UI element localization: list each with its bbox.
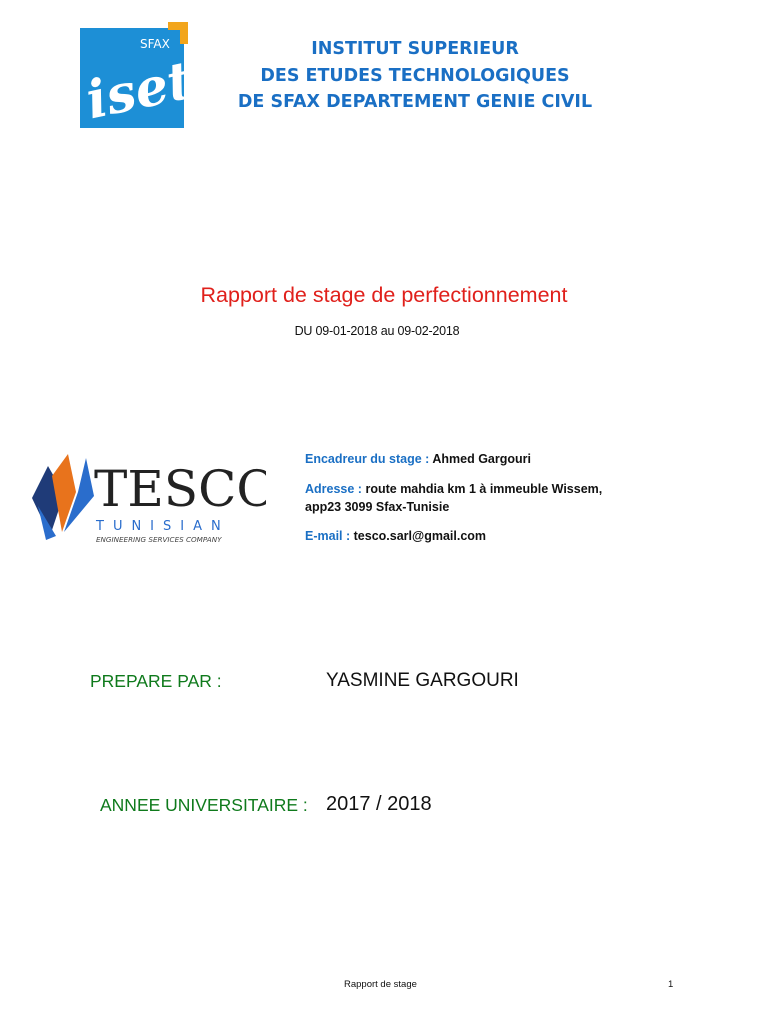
logo-text-main: iset bbox=[80, 49, 188, 128]
tesco-name: TESCO bbox=[94, 460, 266, 518]
email-value: tesco.sarl@gmail.com bbox=[353, 529, 487, 543]
institute-heading bbox=[200, 36, 630, 116]
institute-line-2: DES ETUDES TECHNOLOGIQUES bbox=[260, 65, 570, 86]
supervisor-value: Ahmed Gargouri bbox=[432, 452, 531, 466]
email-label: E-mail : bbox=[305, 529, 351, 543]
prepared-by-value: YASMINE GARGOURI bbox=[326, 670, 519, 691]
report-dates: DU 09-01-2018 au 09-02-2018 bbox=[294, 324, 460, 338]
institute-line-3: DE SFAX DEPARTEMENT GENIE CIVIL bbox=[237, 92, 593, 112]
academic-year-value: 2017 / 2018 bbox=[326, 793, 432, 815]
email-line bbox=[305, 529, 486, 543]
tesco-logo bbox=[28, 436, 266, 558]
tesco-sub: TUNISIAN bbox=[96, 519, 230, 534]
address-value-1: route mahdia km 1 à immeuble Wissem, bbox=[365, 482, 603, 496]
address-value-2: app23 3099 Sfax-Tunisie bbox=[305, 500, 450, 514]
footer-text: Rapport de stage bbox=[344, 979, 417, 990]
address-label: Adresse : bbox=[305, 482, 362, 496]
prepared-by-label: PREPARE PAR : bbox=[90, 671, 222, 691]
address-line-1 bbox=[305, 482, 602, 496]
academic-year-label: ANNEE UNIVERSITAIRE : bbox=[100, 795, 308, 815]
logo-text-top: SFAX bbox=[140, 37, 170, 51]
report-title: Rapport de stage de perfectionnement bbox=[200, 283, 568, 307]
tesco-tagline: ENGINEERING SERVICES COMPANY bbox=[96, 535, 222, 544]
page-number: 1 bbox=[668, 979, 674, 990]
iset-sfax-logo bbox=[80, 22, 188, 128]
institute-line-1: INSTITUT SUPERIEUR bbox=[311, 39, 519, 59]
supervisor-label: Encadreur du stage : bbox=[305, 452, 430, 466]
address-line-2 bbox=[305, 500, 449, 514]
supervisor-line bbox=[305, 452, 531, 466]
